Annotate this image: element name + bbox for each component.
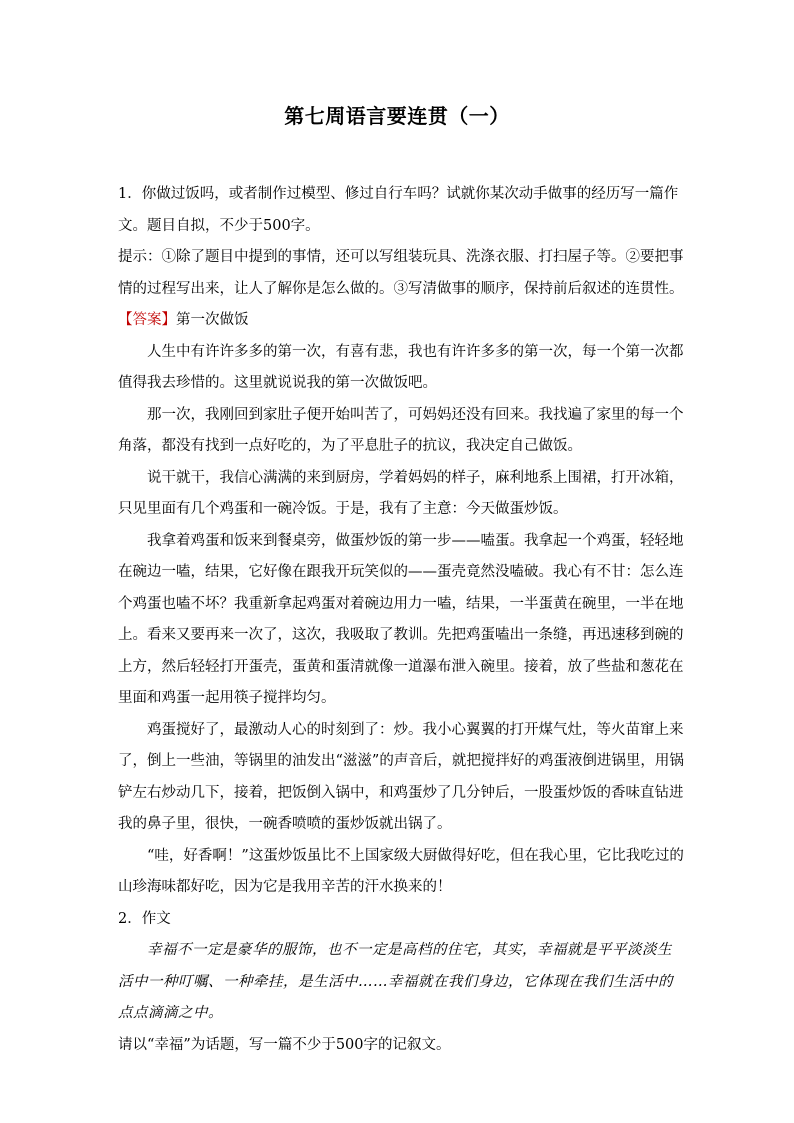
answer-paragraph-1: 人生中有许许多多的第一次，有喜有悲，我也有许许多多的第一次，每一个第一次都值得我去珍惜的。这里就说说我的第一次做饭吧。: [118, 343, 684, 391]
answer-heading: [118, 305, 686, 337]
question-2-heading: 2．作文: [118, 910, 171, 927]
answer-paragraph-5: 鸡蛋搅好了，最激动人心的时刻到了：炒。我小心翼翼的打开煤气灶，等火苗窜上来了，倒上一些油，等锅里的油发出“滋滋”的声音后，就把搅拌好的鸡蛋液倒进锅里，用锅铲左右炒动几下，接着，把饭倒入锅中，和鸡蛋炒了几分钟后，一股蛋炒饭的香味直钻进我的鼻子里，很快，一碗香喷喷的蛋炒饭就出锅了。: [118, 721, 684, 832]
document-title: 第七周语言要连贯（一）: [284, 104, 510, 128]
question-2-quote: 幸福不一定是豪华的服饰，也不一定是高档的住宅，其实，幸福就是平平淡淡生活中一种叮嘱、一种牵挂，是生活中……幸福就在我们身边，它体现在我们生活中的点点滴滴之中。: [118, 942, 673, 1021]
answer-paragraph-2: 那一次，我刚回到家肚子便开始叫苦了，可妈妈还没有回来。我找遍了家里的每一个角落，都没有找到一点好吃的，为了平息肚子的抗议，我决定自己做饭。: [118, 406, 684, 454]
question-2-prompt: 请以“幸福”为话题，写一篇不少于500字的记叙文。: [118, 1036, 451, 1053]
answer-paragraph-3: 说干就干，我信心满满的来到厨房，学着妈妈的样子，麻利地系上围裙，打开冰箱，只见里面有几个鸡蛋和一碗冷饭。于是，我有了主意：今天做蛋炒饭。: [118, 469, 684, 517]
answer-tag: 【答案】: [118, 312, 176, 328]
answer-title: 第一次做饭: [176, 312, 249, 328]
answer-paragraph-4: 我拿着鸡蛋和饭来到餐桌旁，做蛋炒饭的第一步——嗑蛋。我拿起一个鸡蛋，轻轻地在碗边一嗑，结果，它好像在跟我开玩笑似的——蛋壳竟然没嗑破。我心有不甘：怎么连个鸡蛋也嗑不坏？我重新拿起鸡蛋对着碗边用力一嗑，结果，一半蛋黄在碗里，一半在地上。看来又要再来一次了，这次，我吸取了教训。先把鸡蛋嗑出一条缝，再迅速移到碗的上方，然后轻轻打开蛋壳，蛋黄和蛋清就像一道瀑布泄入碗里。接着，放了些盐和葱花在里面和鸡蛋一起用筷子搅拌均匀。: [118, 532, 684, 706]
document-body: [118, 179, 686, 1061]
answer-paragraph-6: “哇，好香啊！”这蛋炒饭虽比不上国家级大厨做得好吃，但在我心里，它比我吃过的山珍海味都好吃，因为它是我用辛苦的汗水换来的！: [118, 847, 684, 895]
question-1: 1．你做过饭吗，或者制作过模型、修过自行车吗？试就你某次动手做事的经历写一篇作文。题目自拟，不少于500字。: [118, 186, 679, 234]
question-1-hint: 提示：①除了题目中提到的事情，还可以写组装玩具、洗涤衣服、打扫屋子等。②要把事情的过程写出来，让人了解你是怎么做的。③写清做事的顺序，保持前后叙述的连贯性。: [118, 249, 684, 297]
